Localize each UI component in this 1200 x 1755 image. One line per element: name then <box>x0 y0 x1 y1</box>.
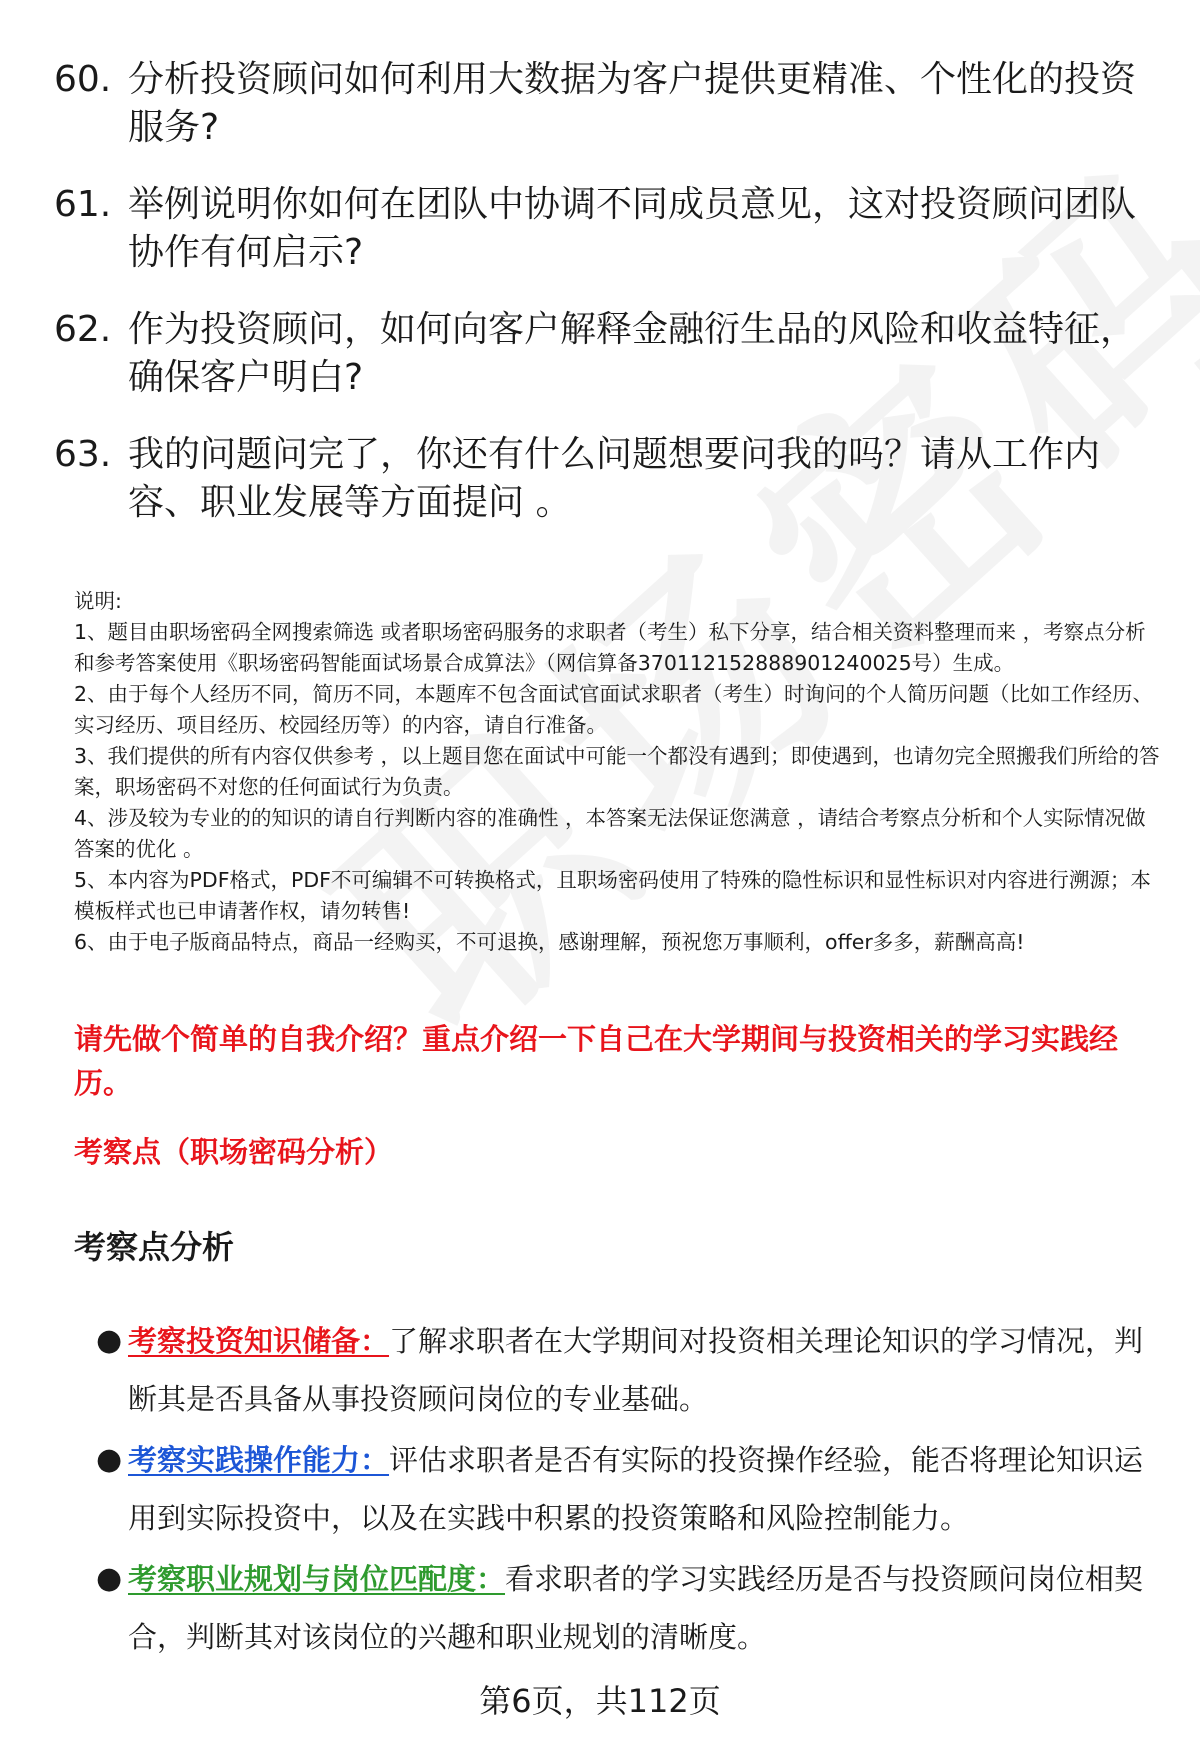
notes-section <box>74 586 1164 958</box>
question-item <box>54 306 1154 402</box>
bullet-key: 考察职业规划与岗位匹配度： <box>128 1562 506 1596</box>
question-item <box>54 431 1154 527</box>
note-item: 2、由于每个人经历不同，简历不同，本题库不包含面试官面试求职者（考生）时询问的个人简历问题（比如工作经历、实习经历、项目经历、校园经历等）的内容，请自行准备。 <box>74 682 1154 737</box>
page-footer: 第6页，共112页 <box>479 1682 721 1720</box>
bullet-text: 评估求职者是否有实际的投资操作经验，能否将理论知识运用到实际投资中，以及在实践中积累的投资策略和风险控制能力。 <box>128 1443 1144 1535</box>
question-number: 62. <box>54 309 112 350</box>
bullet-body <box>128 1550 1148 1666</box>
bullet-dot-icon: ● <box>96 1323 123 1358</box>
note-item: 3、我们提供的所有内容仅供参考 ，以上题目您在面试中可能一个都没有遇到；即使遇到，也请勿完全照搬我们所给的答案，职场密码不对您的任何面试行为负责。 <box>74 744 1160 799</box>
notes-title: 说明: <box>74 589 122 613</box>
question-number: 61. <box>54 184 112 225</box>
note-item: 4、涉及较为专业的的知识的请自行判断内容的准确性 ，本答案无法保证您满意 ，请结合考察点分析和个人实际情况做答案的优化 。 <box>74 806 1146 861</box>
bullet-body <box>128 1431 1148 1547</box>
analysis-header: 考察点（职场密码分析） <box>74 1135 394 1169</box>
question-text: 举例说明你如何在团队中协调不同成员意见，这对投资顾问团队协作有何启示? <box>128 184 1137 273</box>
bullet-key: 考察投资知识储备： <box>128 1324 390 1358</box>
bullet-body <box>128 1312 1148 1428</box>
analysis-title: 考察点分析 <box>74 1228 235 1266</box>
question-text: 我的问题问完了，你还有什么问题想要问我的吗？请从工作内容、职业发展等方面提问 。 <box>128 434 1101 523</box>
bullet-dot-icon: ● <box>96 1561 123 1596</box>
note-item: 5、本内容为PDF格式，PDF不可编辑不可转换格式，且职场密码使用了特殊的隐性标识和显性标识对内容进行溯源；本模板样式也已申请著作权，请勿转售! <box>74 868 1151 923</box>
main-question: 请先做个简单的自我介绍？重点介绍一下自己在大学期间与投资相关的学习实践经历。 <box>74 1022 1119 1100</box>
analysis-bullet <box>96 1431 1156 1547</box>
bullet-text: 了解求职者在大学期间对投资相关理论知识的学习情况，判断其是否具备从事投资顾问岗位的专业基础。 <box>128 1324 1144 1416</box>
question-number: 60. <box>54 59 112 100</box>
bullet-text: 看求职者的学习实践经历是否与投资顾问岗位相契合，判断其对该岗位的兴趣和职业规划的清晰度。 <box>128 1562 1144 1654</box>
question-text: 分析投资顾问如何利用大数据为客户提供更精准、个性化的投资服务? <box>128 59 1137 148</box>
question-item <box>54 56 1154 152</box>
analysis-bullet <box>96 1550 1156 1666</box>
analysis-bullet <box>96 1312 1156 1428</box>
note-item: 1、题目由职场密码全网搜索筛选 或者职场密码服务的求职者（考生）私下分享，结合相关资料整理而来 ，考察点分析和参考答案使用《职场密码智能面试场景合成算法》（网信算备370112152888901240025号）生成。 <box>74 620 1146 675</box>
question-item <box>54 181 1154 277</box>
bullet-key: 考察实践操作能力： <box>128 1443 390 1477</box>
question-number: 63. <box>54 434 112 475</box>
note-item: 6、由于电子版商品特点，商品一经购买，不可退换，感谢理解，预祝您万事顺利，offer多多，薪酬高高! <box>74 930 1025 954</box>
bullet-dot-icon: ● <box>96 1442 123 1477</box>
question-text: 作为投资顾问，如何向客户解释金融衍生品的风险和收益特征，确保客户明白? <box>128 309 1137 398</box>
analysis-bullet-list <box>96 1312 1156 1669</box>
question-list <box>54 56 1154 556</box>
